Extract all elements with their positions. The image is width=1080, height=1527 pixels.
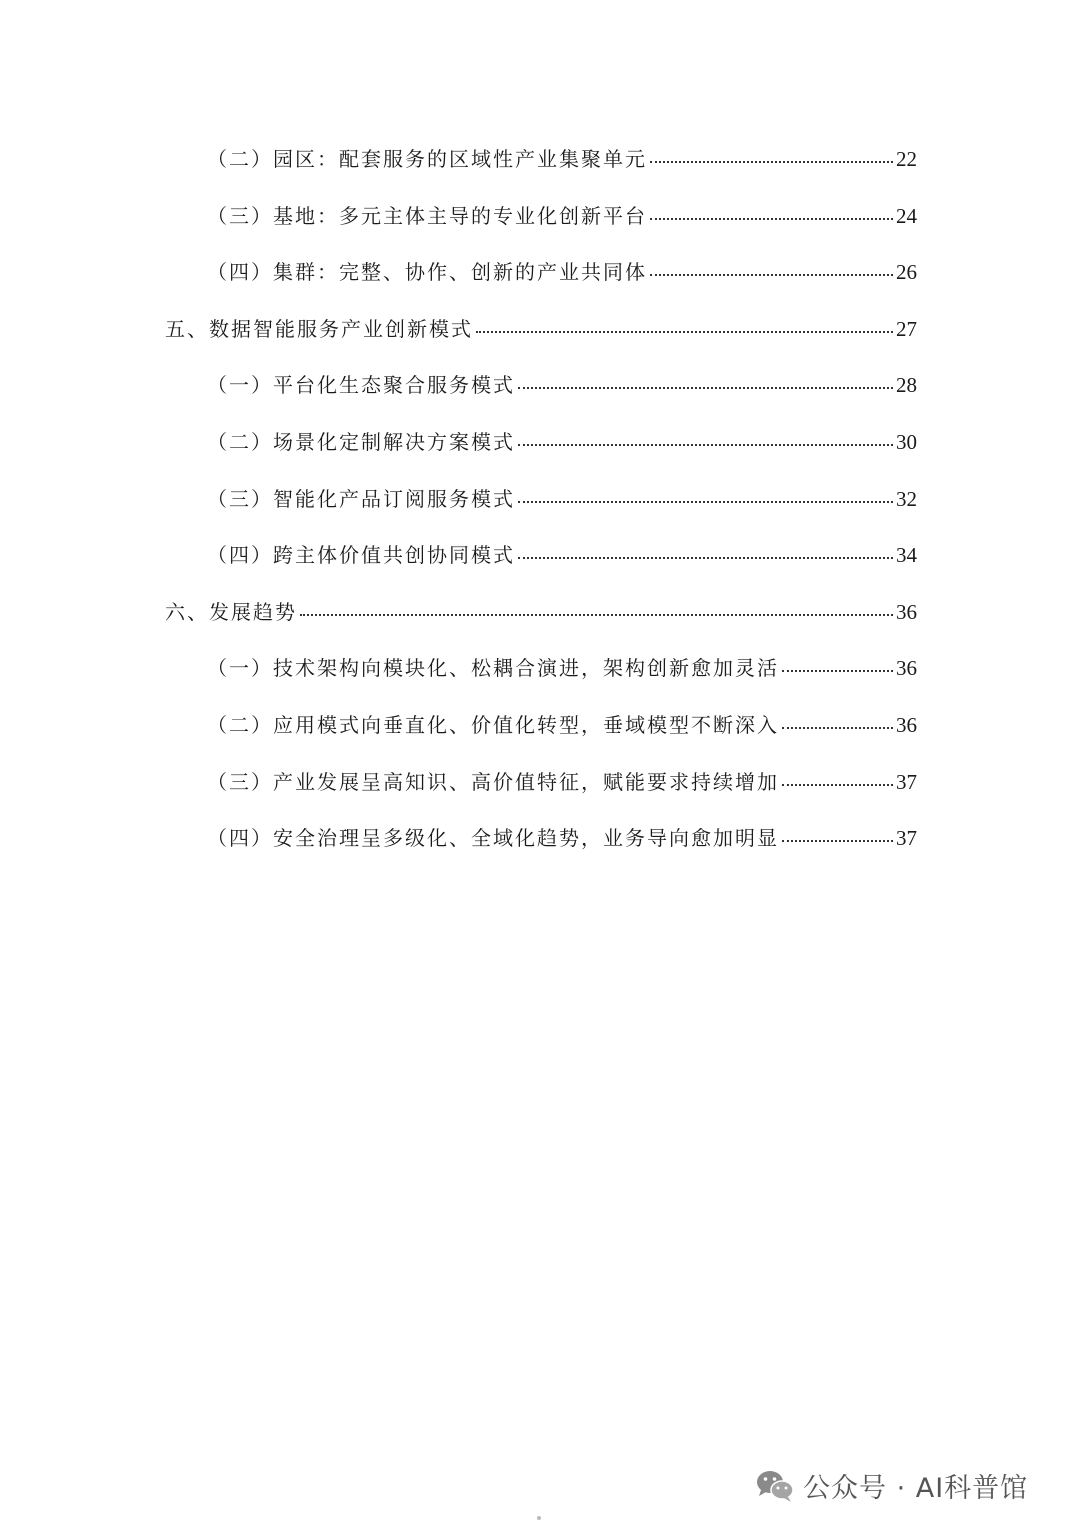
toc-entry[interactable]	[207, 822, 917, 852]
toc-entry-title: （四）集群：完整、协作、创新的产业共同体	[207, 260, 647, 284]
watermark	[755, 1466, 1028, 1505]
toc-entry[interactable]	[207, 143, 917, 173]
toc-entry-title: 五、数据智能服务产业创新模式	[165, 317, 473, 341]
toc-entry-page-number: 36	[896, 656, 917, 680]
toc-dot-leader	[518, 557, 893, 559]
toc-entry-page-number: 36	[896, 713, 917, 737]
toc-entry[interactable]	[165, 313, 917, 343]
toc-entry[interactable]	[207, 539, 917, 569]
toc-entry-title: （二）场景化定制解决方案模式	[207, 430, 515, 454]
toc-entry-title: （一）平台化生态聚合服务模式	[207, 373, 515, 397]
toc-dot-leader	[650, 218, 893, 220]
toc-entry[interactable]	[165, 596, 917, 626]
toc-entry-page-number: 37	[896, 826, 917, 850]
toc-entry-page-number: 30	[896, 430, 917, 454]
toc-entry-page-number: 36	[896, 600, 917, 624]
toc-entry-title: （三）智能化产品订阅服务模式	[207, 487, 515, 511]
toc-entry[interactable]	[207, 652, 917, 682]
toc-dot-leader	[518, 444, 893, 446]
toc-dot-leader	[782, 784, 893, 786]
toc-entry-page-number: 27	[896, 317, 917, 341]
toc-entry-page-number: 28	[896, 373, 917, 397]
toc-entry[interactable]	[207, 200, 917, 230]
toc-entry-page-number: 32	[896, 487, 917, 511]
toc-entry[interactable]	[207, 709, 917, 739]
toc-entry-page-number: 26	[896, 260, 917, 284]
wechat-icon	[755, 1468, 795, 1504]
toc-dot-leader	[650, 161, 893, 163]
toc-dot-leader	[476, 331, 893, 333]
toc-entry-page-number: 34	[896, 543, 917, 567]
toc-dot-leader	[782, 670, 893, 672]
toc-dot-leader	[300, 614, 893, 616]
toc-entry-page-number: 24	[896, 204, 917, 228]
toc-dot-leader	[782, 840, 893, 842]
page-marker	[537, 1516, 541, 1520]
toc-entry-title: （四）跨主体价值共创协同模式	[207, 543, 515, 567]
toc-dot-leader	[518, 501, 893, 503]
toc-entry-page-number: 22	[896, 147, 917, 171]
toc-entry-title: （二）应用模式向垂直化、价值化转型，垂域模型不断深入	[207, 713, 779, 737]
toc-entry-page-number: 37	[896, 770, 917, 794]
toc-entry-title: 六、发展趋势	[165, 600, 297, 624]
toc-entry-title: （三）产业发展呈高知识、高价值特征，赋能要求持续增加	[207, 770, 779, 794]
toc-entry[interactable]	[207, 426, 917, 456]
toc-entry-title: （四）安全治理呈多级化、全域化趋势，业务导向愈加明显	[207, 826, 779, 850]
toc-dot-leader	[650, 274, 893, 276]
toc-dot-leader	[518, 387, 893, 389]
toc-entry-title: （三）基地：多元主体主导的专业化创新平台	[207, 204, 647, 228]
toc-entry[interactable]	[207, 766, 917, 796]
toc-entry-title: （二）园区：配套服务的区域性产业集聚单元	[207, 147, 647, 171]
toc-entry[interactable]	[207, 256, 917, 286]
watermark-text: 公众号 · AI科普馆	[803, 1473, 1029, 1504]
toc-dot-leader	[782, 727, 893, 729]
toc-entry-title: （一）技术架构向模块化、松耦合演进，架构创新愈加灵活	[207, 656, 779, 680]
toc-entry[interactable]	[207, 483, 917, 513]
toc-entry[interactable]	[207, 369, 917, 399]
